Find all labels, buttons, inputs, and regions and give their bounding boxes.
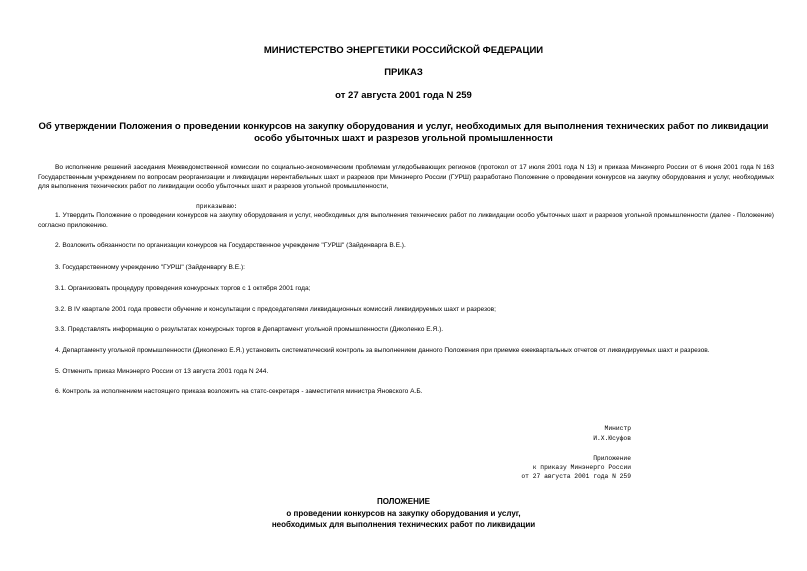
preamble-paragraph: Во исполнение решений заседания Межведомственной комиссии по социально-экономическим проблемам угледобывающих регионов (протокол от 17 июля 2001 года N 13) и приказа Минэнерго России от 6 июня 2001 года N 163 Государственным учреждением по вопросам реорганизации и ликвидации нерентабельных шахт и разрезов при Минэнерго России (ГУРШ) разработано Положение о проведении конкурсов на закупку оборудования и услуг, необходимых для выполнения технических работ по ликвидации особо убыточных шахт и разрезов угольной промышленности,	[38, 164, 774, 190]
item-3-1: 3.1. Организовать процедуру проведения конкурсных торгов с 1 октября 2001 года;	[55, 285, 311, 292]
item-2: 2. Возложить обязанности по организации конкурсов на Государственное учреждение "ГУРШ" (Зайденварга В.Е.).	[55, 242, 406, 249]
appendix-line-1: Приложение	[593, 455, 631, 462]
item-3-2: 3.2. В IV квартале 2001 года провести обучение и консультации с председателями ликвидационных комиссий ликвидируемых шахт и разрезов;	[55, 306, 496, 313]
order-word: приказываю:	[196, 203, 238, 210]
item-3: 3. Государственному учреждению "ГУРШ" (Зайденваргу В.Е.):	[55, 264, 245, 271]
item-3-3: 3.3. Представлять информацию о результатах конкурсных торгов в Департамент угольной промышленности (Диколенко Е.Я.).	[55, 326, 444, 333]
ministry-heading: МИНИСТЕРСТВО ЭНЕРГЕТИКИ РОССИЙСКОЙ ФЕДЕРАЦИИ	[263, 45, 544, 56]
appendix-line-3: от 27 августа 2001 года N 259	[521, 473, 631, 480]
item-4: 4. Департаменту угольной промышленности (Диколенко Е.Я.) установить систематический контроль за выполнением данного Положения при приемке ежеквартальных отчетов от ликвидируемых шахт и разрезов.	[55, 347, 710, 354]
regulation-heading: ПОЛОЖЕНИЕ	[377, 497, 430, 506]
appendix-line-2: к приказу Минэнерго России	[532, 464, 631, 471]
item-1: 1. Утвердить Положение о проведении конкурсов на закупку оборудования и услуг, необходимых для выполнения технических работ по ликвидации особо убыточных шахт и разрезов угольной промышленности (далее - Положение) согласно приложению.	[38, 212, 774, 229]
date-number-heading: от 27 августа 2001 года N 259	[335, 90, 472, 101]
signature-position: Министр	[604, 425, 631, 432]
regulation-subtitle-1: о проведении конкурсов на закупку оборудования и услуг,	[286, 509, 521, 518]
regulation-subtitle-2: необходимых для выполнения технических работ по ликвидации	[271, 520, 536, 529]
doc-type-heading: ПРИКАЗ	[384, 67, 423, 78]
document-title: Об утверждении Положения о проведении конкурсов на закупку оборудования и услуг, необходимых для выполнения технических работ по ликвидации особо убыточных шахт и разрезов угольной промышленности	[38, 121, 769, 144]
signature-name: И.Х.Юсуфов	[593, 435, 631, 442]
item-6: 6. Контроль за исполнением настоящего приказа возложить на статс-секретаря - заместителя министра Яновского А.Б.	[55, 388, 423, 395]
item-5: 5. Отменить приказ Минэнерго России от 13 августа 2001 года N 244.	[55, 368, 269, 375]
